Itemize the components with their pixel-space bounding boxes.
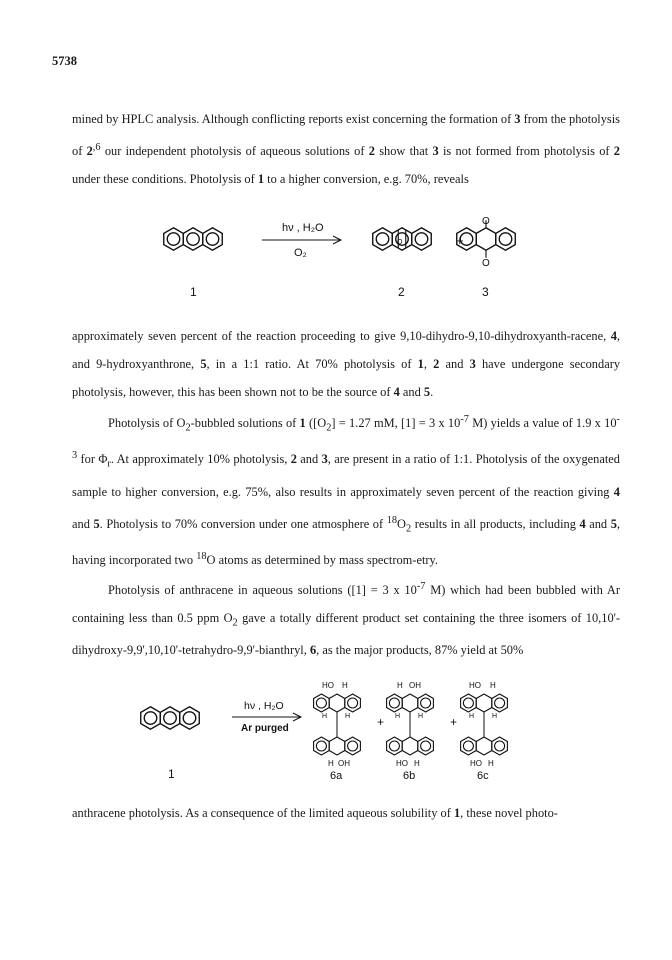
structure-bianthryl-6b (387, 694, 434, 755)
6c-ho-bottom: HO (470, 759, 482, 768)
compound-label-1: 1 (190, 285, 197, 299)
6a-ho-top: HO (322, 681, 334, 690)
6a-h-top: H (342, 681, 348, 690)
reaction-arrow-2 (232, 713, 301, 721)
6c-h-bottom: H (488, 759, 494, 768)
6c-ho-top: HO (469, 681, 481, 690)
6a-h-bottom: H (328, 759, 334, 768)
page-number: 5738 (52, 54, 77, 68)
structure-bianthryl-6c (461, 694, 508, 755)
6b-ho-bottom: HO (396, 759, 408, 768)
arrow-bottom-label-2: Ar purged (241, 723, 289, 734)
paragraph-1: mined by HPLC analysis. Although conflicting reports exist concerning the formation of 3 from the photolysis of $2^{,6}$ our independent photolysis of aqueous solutions of 2 show that 3 is not formed from photolysis of 2 under these conditions. Photolysis of 1 to a higher conversion, e.g. 70%, reveals (72, 112, 620, 186)
6b-oh-top: OH (409, 681, 421, 690)
6b-h-top: H (397, 681, 403, 690)
6a-h-right: H (345, 713, 351, 720)
6b-h-bottom: H (414, 759, 420, 768)
paragraph-4: Photolysis of anthracene in aqueous solutions ([1] = 3 x $10^{-7}$ M) which had been bubbled with Ar containing less than 0.5 ppm $O_2$ gave a totally different product set containing the three isomers of 10,10'-dihydroxy-9,9',10,10'-tetrahydro-9,9'-bianthryl, 6, as the major products, 87% yield at 50% (72, 581, 620, 658)
6c-h-right: H (492, 713, 498, 720)
compound-label-2: 2 (398, 285, 405, 299)
paragraph-3: Photolysis of $O_2$-bubbled solutions of 1 ($[O_2] = 1.27$ mM, [1] = 3 x $10^{-7}$ M) yields a value of 1.9 x $10^{-3}$ for $\Phi_r$. At approximately 10% photolysis, 2 and 3, are present in a ratio of 1:1. Photolysis of the oxygenated sample to higher conversion, e.g. 75%, also results in approximately seven percent of the reaction giving 4 and 5. Photolysis to 70% conversion under one atmosphere of $^{18}O_2$ results in all products, including 4 and 5, having incorporated two $^{18}$O atoms as determined by mass spectrom-etry. (72, 414, 620, 568)
arrow-top-label-2: hν , H₂O (244, 700, 284, 712)
6b-h-right: H (418, 713, 424, 720)
6c-h-top: H (490, 681, 496, 690)
compound-label-6b: 6b (403, 770, 416, 782)
carbonyl-o-bottom: O (482, 258, 490, 269)
paragraph-2: approximately seven percent of the reaction proceeding to give 9,10-dihydro-9,10-dihydroxyanth-racene, 4, and 9-hydroxyanthrone, 5, in a 1:1 ratio. At 70% photolysis of 1, 2 and 3 have undergone secondary photolysis, however, this has been shown not to be the source of 4 and 5. (72, 329, 621, 399)
6a-oh-bottom: OH (338, 759, 350, 768)
plus-sign-2: + (377, 715, 385, 729)
structure-bianthryl-6a (314, 694, 361, 755)
6c-h-left: H (469, 713, 475, 720)
6a-h-left: H (322, 713, 328, 720)
carbonyl-o-top: O (482, 216, 490, 227)
compound-label-1b: 1 (168, 767, 175, 781)
compound-label-6a: 6a (330, 770, 343, 782)
plus-sign-3: + (450, 715, 458, 729)
structure-anthracene-1b (141, 707, 200, 730)
6b-h-left: H (395, 713, 401, 720)
compound-label-6c: 6c (477, 770, 489, 782)
paragraph-5: anthracene photolysis. As a consequence of the limited aqueous solubility of 1, these novel photo- (72, 806, 558, 820)
arrow-top-label-1: hν , H₂O (282, 222, 324, 234)
plus-sign-1: + (456, 233, 464, 248)
peroxide-o-label: O (397, 239, 403, 246)
compound-label-3: 3 (482, 285, 489, 299)
arrow-bottom-label-1: O₂ (294, 247, 307, 259)
